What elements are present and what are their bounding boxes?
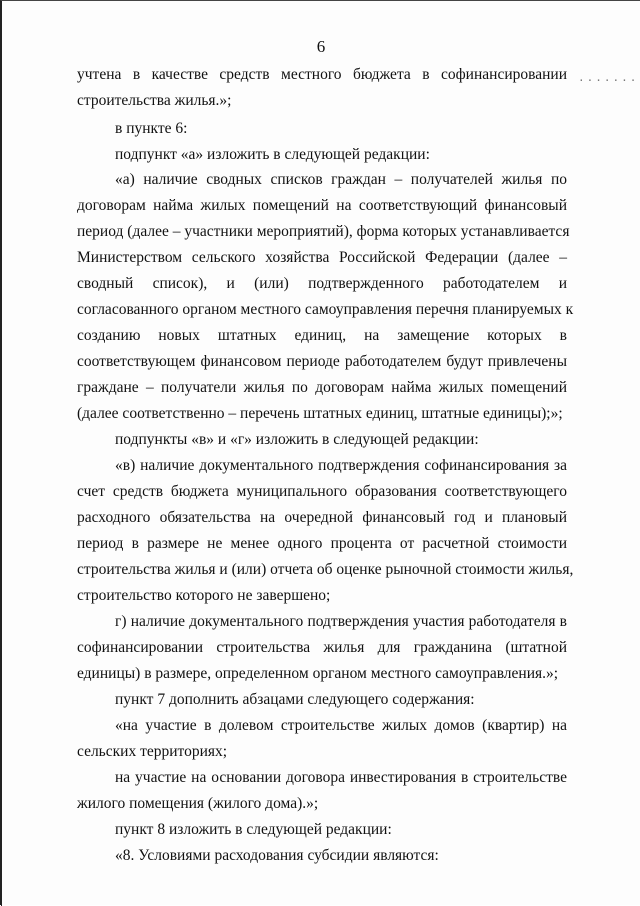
text-line: в пункте 6: (115, 120, 188, 137)
text-line: пункт 7 дополнить абзацами следующего содержания: (115, 691, 475, 708)
text-line: «в) наличие документального подтверждения софинансирования за (115, 457, 567, 474)
text-line: учтена в качестве средств местного бюджета в софинансировании (77, 66, 567, 83)
text-line: сельских территориях; (77, 743, 228, 760)
text-line: строительства жилья.»; (77, 92, 232, 109)
text-line: «на участие в долевом строительстве жилых домов (квартир) на (115, 717, 567, 734)
text-line: договорам найма жилых помещений на соответствующий финансовый (77, 197, 567, 214)
text-line: подпункты «в» и «г» изложить в следующей редакции: (115, 431, 479, 448)
text-line: «8. Условиями расходования субсидии являются: (115, 847, 439, 864)
text-line: Министерством сельского хозяйства Российской Федерации (далее – (77, 249, 567, 266)
page-number: 6 (316, 37, 326, 56)
text-line: жилого помещения (жилого дома).»; (77, 795, 319, 812)
text-line: расходного обязательства на очередной финансовый год и плановый (77, 509, 567, 526)
text-line: граждане – получатели жилья по договорам найма жилых помещений (77, 379, 567, 396)
text-line: (далее соответственно – перечень штатных единиц, штатные единицы);»; (77, 405, 563, 422)
text-line: единицы) в размере, определенном органом местного самоуправления.»; (77, 665, 559, 682)
text-line: созданию новых штатных единиц, на замещение которых в (77, 327, 567, 344)
text-line: строительство которого не завершено; (77, 587, 331, 604)
text-line: период (далее – участники мероприятий), форма которых устанавливается (77, 223, 570, 240)
text-line: софинансировании строительства жилья для гражданина (штатной (77, 639, 567, 656)
text-line: г) наличие документального подтверждения участия работодателя в (115, 613, 567, 630)
text-line: соответствующем финансовом периоде работодателем будут привлечены (77, 353, 567, 370)
text-line: подпункт «а» изложить в следующей редакции: (115, 146, 430, 163)
text-line: на участие на основании договора инвестирования в строительстве (115, 769, 567, 786)
scan-edge-mark (1, 1, 2, 906)
text-line: счет средств бюджета муниципального образования соответствующего (77, 483, 567, 500)
text-line: согласованного органом местного самоуправления перечня планируемых к (77, 301, 574, 318)
text-line: «а) наличие сводных списков граждан – получателей жилья по (115, 171, 567, 188)
text-line: сводный список), и (или) подтвержденного работодателем и (77, 275, 567, 292)
text-line: период в размере не менее одного процента от расчетной стоимости (77, 535, 567, 552)
text-line: строительства жилья и (или) отчета об оценке рыночной стоимости жилья, (77, 561, 574, 578)
text-line: пункт 8 изложить в следующей редакции: (115, 821, 392, 838)
scan-dots: ....... (578, 71, 639, 84)
